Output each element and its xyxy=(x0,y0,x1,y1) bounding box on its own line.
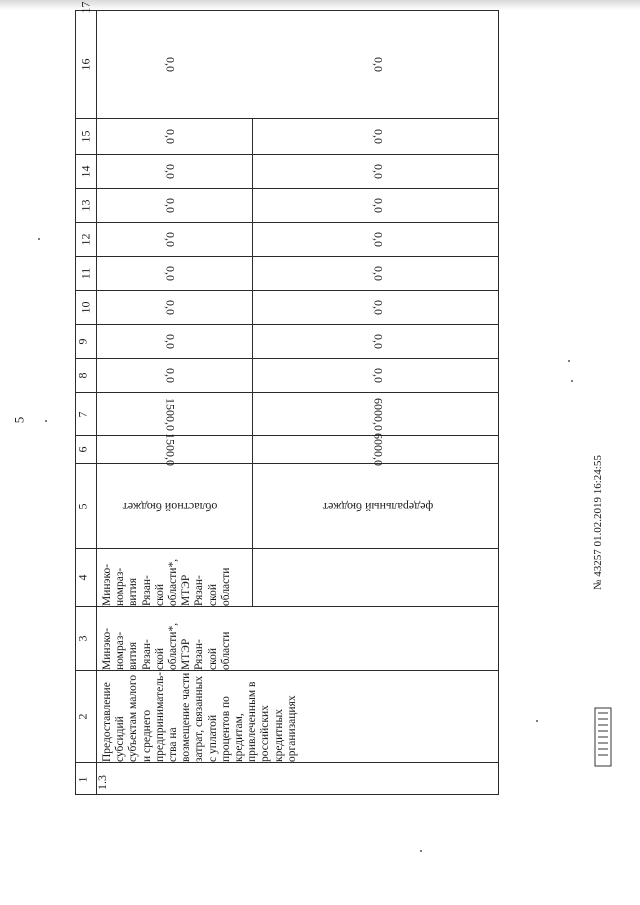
column-header-1: 1 xyxy=(75,776,90,782)
column-header-9: 9 xyxy=(75,338,90,345)
budget-value: 0,0 xyxy=(371,198,386,213)
scan-speck xyxy=(38,238,40,240)
column-header-8: 8 xyxy=(75,372,90,379)
description-line: привлеченным в xyxy=(246,681,259,762)
column-header-14: 14 xyxy=(78,165,93,178)
description-line: с уплатой xyxy=(206,714,219,762)
column-separator xyxy=(75,358,499,359)
budget-value: 0,0 xyxy=(163,198,178,213)
executor-line: вития xyxy=(127,641,140,670)
description-line: организациях xyxy=(285,695,298,762)
budget-value: 0,0 xyxy=(163,164,178,179)
co-executor-line: вития xyxy=(127,577,140,606)
executor-line: ской xyxy=(153,647,166,670)
budget-value: 0,0 xyxy=(371,57,386,72)
budget-value: 0,0 xyxy=(163,368,178,383)
row-number: 1.3 xyxy=(95,775,109,790)
column-separator xyxy=(75,392,499,393)
column-header-10: 10 xyxy=(78,301,93,314)
co-executor-line: области xyxy=(219,567,232,606)
column-header-17: 17 xyxy=(78,1,93,14)
co-executor-line: области*, xyxy=(167,558,179,606)
budget-source: областной бюджет xyxy=(122,499,218,514)
budget-value: 0,0 xyxy=(163,334,178,349)
budget-value: 1500,0 xyxy=(163,397,178,431)
subrow-divider xyxy=(252,118,253,606)
description-line: Предоставление xyxy=(101,682,113,762)
executor-line: ской xyxy=(206,647,219,670)
budget-value: 1500,0 xyxy=(163,433,178,466)
executor-line: Рязан- xyxy=(193,639,206,670)
column-separator xyxy=(75,256,499,257)
co-executor-line: Минэко- xyxy=(101,563,113,606)
description-line: ства на xyxy=(167,727,179,762)
column-separator xyxy=(75,222,499,223)
budget-value: 0,0 xyxy=(163,300,178,315)
budget-value: 6000,0 xyxy=(371,397,386,431)
budget-value: 6000,0 xyxy=(371,433,386,466)
column-header-3: 3 xyxy=(75,635,90,642)
budget-value: 0,0 xyxy=(163,266,178,281)
column-header-5: 5 xyxy=(75,503,90,509)
co-executor-line: ской xyxy=(153,583,166,606)
scan-speck xyxy=(536,720,538,722)
co-executor-line: Рязан- xyxy=(140,575,153,606)
budget-value: 0,0 xyxy=(371,300,386,315)
scan-speck xyxy=(568,360,570,362)
description-line: предприниматель- xyxy=(153,671,166,762)
description-line: и среднего xyxy=(140,709,153,762)
budget-value: 0,0 xyxy=(371,232,386,247)
budget-value: 0,0 xyxy=(163,232,178,247)
column-header-2: 2 xyxy=(75,713,90,720)
column-separator xyxy=(75,670,499,671)
budget-value: 0,0 xyxy=(371,266,386,281)
executor-line: Минэко- xyxy=(101,627,113,670)
column-separator xyxy=(75,762,499,763)
column-separator xyxy=(75,463,499,464)
column-header-7: 7 xyxy=(75,411,90,417)
registration-number: № 43257 01.02.2019 16:24:55 xyxy=(592,455,604,590)
co-executor-line: номраз- xyxy=(114,567,127,606)
column-header-6: 6 xyxy=(75,446,90,453)
co-executor-line: ской xyxy=(206,583,219,606)
page-number: 5 xyxy=(11,416,27,424)
column-header-11: 11 xyxy=(78,267,93,280)
executor-line: области xyxy=(219,631,232,670)
budget-value: 0,0 xyxy=(371,129,386,144)
executor-line: Рязан- xyxy=(140,639,153,670)
description-line: субсидий xyxy=(114,716,127,762)
co-executor-line: Рязан- xyxy=(193,575,206,606)
co-executor-line: МТЭР xyxy=(180,574,193,606)
column-header-4: 4 xyxy=(75,574,90,581)
description-line: процентов по xyxy=(219,696,232,762)
column-separator xyxy=(75,606,499,607)
column-separator xyxy=(75,154,499,155)
column-header-13: 13 xyxy=(78,199,93,212)
budget-value: 0,0 xyxy=(371,334,386,349)
column-separator xyxy=(75,290,499,291)
scan-speck xyxy=(45,420,47,422)
column-separator xyxy=(75,548,499,549)
description-line: субъектам малого xyxy=(127,674,140,762)
column-header-15: 15 xyxy=(78,130,93,143)
column-separator xyxy=(75,435,499,436)
budget-value: 0,0 xyxy=(163,129,178,144)
description-line: кредитных xyxy=(272,709,285,762)
scan-speck xyxy=(571,380,573,382)
description-line: российских xyxy=(259,705,272,762)
header-strip xyxy=(75,10,97,795)
column-separator xyxy=(75,188,499,189)
description-line: затрат, связанных xyxy=(193,675,206,762)
column-separator xyxy=(75,118,499,119)
column-separator xyxy=(75,324,499,325)
column-header-16: 16 xyxy=(78,58,93,71)
budget-value: 0,0 xyxy=(371,164,386,179)
budget-source: федеральный бюджет xyxy=(322,499,434,514)
executor-line: области*, xyxy=(167,622,179,670)
executor-line: номраз- xyxy=(114,631,127,670)
budget-value: 0,0 xyxy=(371,368,386,383)
column-header-12: 12 xyxy=(78,233,93,246)
scan-speck xyxy=(420,850,422,852)
budget-value: 0,0 xyxy=(163,57,178,72)
executor-line: МТЭР xyxy=(180,638,193,670)
description-line: возмещение части xyxy=(180,672,193,762)
barcode-stamp-icon xyxy=(594,707,612,767)
description-line: кредитам, xyxy=(233,713,245,762)
scan-edge xyxy=(0,0,640,10)
